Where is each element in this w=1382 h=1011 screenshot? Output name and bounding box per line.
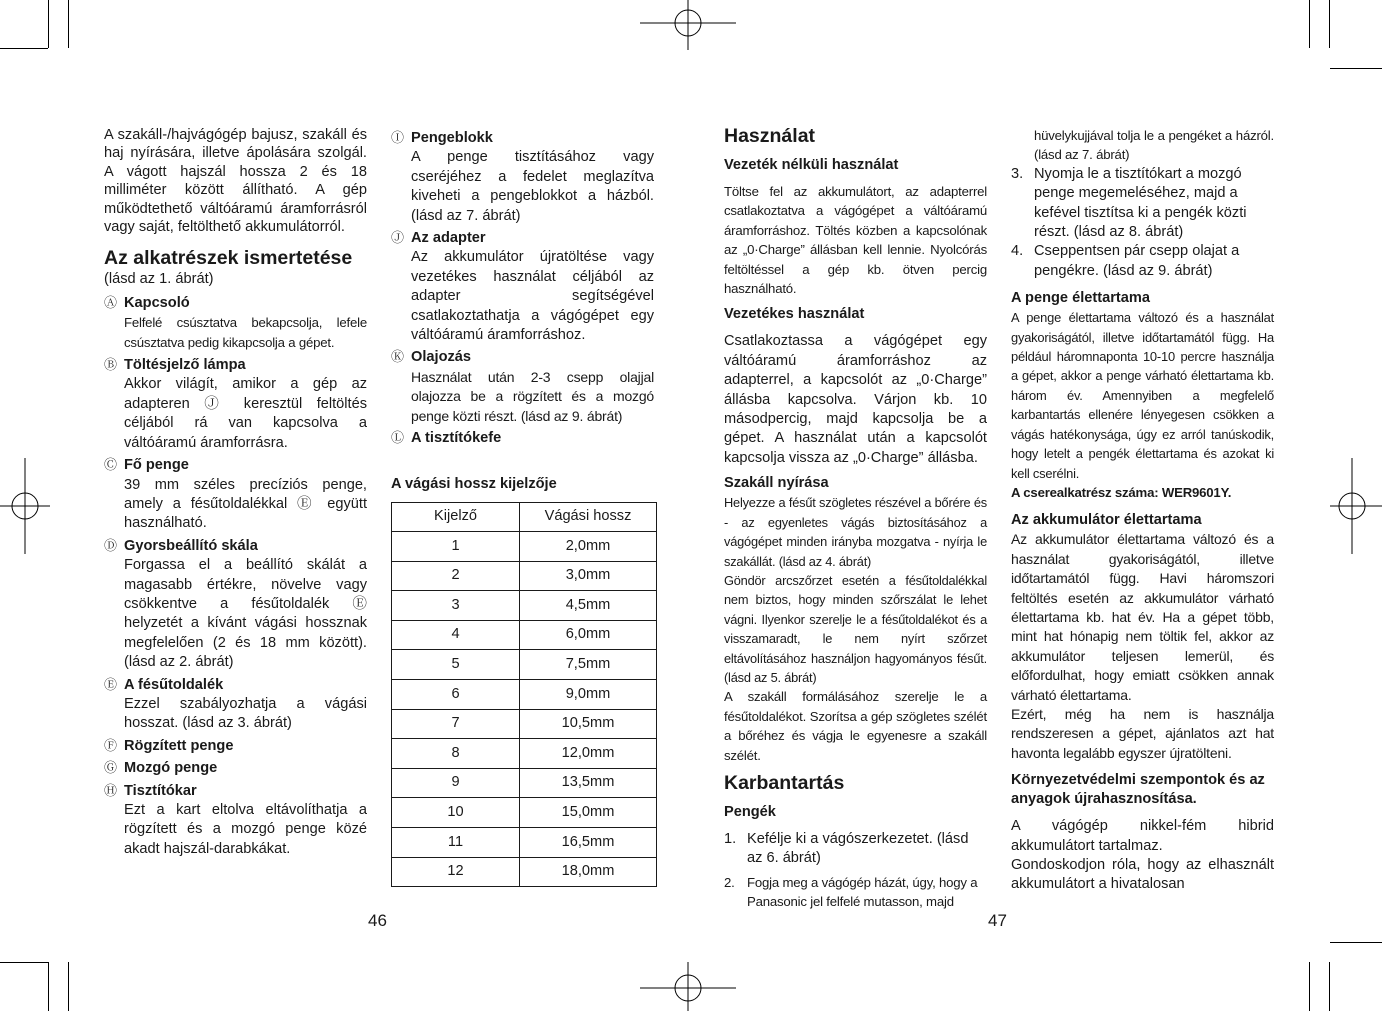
table-header-row bbox=[392, 502, 657, 532]
part-letter: Ⓛ bbox=[391, 430, 405, 446]
column-3 bbox=[724, 124, 987, 912]
indicator-cell: 4 bbox=[392, 620, 520, 650]
part-item bbox=[104, 455, 367, 534]
table-row bbox=[392, 680, 657, 710]
part-title: Rögzített penge bbox=[124, 737, 234, 754]
blade-steps bbox=[724, 830, 987, 912]
step-item bbox=[724, 873, 987, 912]
part-item bbox=[104, 758, 367, 778]
table-row bbox=[392, 561, 657, 591]
page-number-right: 47 bbox=[988, 911, 1007, 930]
step-continuation: hüvelykujjával tolja le a pengéket a házról. (lásd az 7. ábrát) bbox=[1034, 128, 1274, 163]
table-header: Kijelző bbox=[392, 502, 520, 532]
blade-life-text: A penge élettartama változó és a használat gyakoriságától, illetve időtartamától függ. Ha például háromnaponta 10-10 percre használja a gépet, akkor a penge várható élettartama kb. három év. Amennyiben a megfelelő karbantartás ellenére lényegesen csökken a vágás hatékonysága, úgy ez arról tanúskodik, hogy letelt a pengék élettartama és azokat ki kell cserélni. bbox=[1011, 310, 1274, 481]
table-header: Vágási hossz bbox=[520, 502, 657, 532]
page-number-left: 46 bbox=[368, 911, 387, 930]
part-text: Akkor világít, amikor a gép az adapteren Ⓙ keresztül feltöltés céljából rá van kapcsolva a váltóáramú áramforrásra. bbox=[124, 376, 367, 451]
corded-text: Csatlakoztassa a vágógépet egy váltóáramú áramforráshoz az adapterrel, a kapcsolót az „0·Charge” állásba kapcsolva. Várjon kb. 10 másodpercig, majd kapcsolja be a gépet. A használat után a kapcsolót kapcsolja vissza az „0·Charge” állásba. bbox=[724, 333, 987, 466]
part-title: Olajozás bbox=[411, 349, 472, 366]
table-row bbox=[392, 591, 657, 621]
beard-text: Helyezze a fésűt szögletes részével a bőrére és - az egyenletes vágás biztosításához a vágógépet minden irányba mozgatva - nyírja le szakállát. (lásd az 4. ábrát) bbox=[724, 495, 987, 569]
table-row bbox=[392, 739, 657, 769]
step-number: 2. bbox=[724, 874, 735, 890]
indicator-cell: 5 bbox=[392, 650, 520, 680]
part-title: A fésűtoldalék bbox=[124, 676, 224, 693]
indicator-cell: 12 bbox=[392, 857, 520, 887]
part-text: Az akkumulátor újratöltése vagy vezetékes használat céljából az adapter segítségével csatlakoztathatja a vágógépet egy váltóáramú áramforráshoz. bbox=[411, 249, 654, 344]
beard-text: A szakáll formálásához szerelje le a fésűtoldalékot. Szorítsa a gép szögletes szélét a bőréhez és vágja le egyenesre a szakáll szélét. bbox=[724, 689, 987, 763]
part-letter: Ⓚ bbox=[391, 349, 405, 365]
crop-mark bbox=[1309, 0, 1310, 48]
part-text: Használat után 2-3 csepp olajjal olajozza be a rögzített és a mozgó penge közti részt. (lásd az 9. ábrát) bbox=[411, 368, 654, 424]
column-2 bbox=[391, 128, 654, 887]
part-letter: Ⓐ bbox=[104, 294, 118, 310]
part-letter: Ⓒ bbox=[104, 457, 118, 473]
step-text: Cseppentsen pár csepp olajat a pengékre. (lásd az 9. ábrát) bbox=[1034, 243, 1240, 279]
registration-mark bbox=[638, 0, 738, 50]
battery-life-title: Az akkumulátor élettartama bbox=[1011, 512, 1202, 529]
parts-heading: Az alkatrészek ismertetése bbox=[104, 247, 353, 270]
indicator-cell: 8 bbox=[392, 739, 520, 769]
part-letter: Ⓕ bbox=[104, 737, 118, 753]
part-letter: Ⓑ bbox=[104, 357, 118, 373]
part-item bbox=[104, 536, 367, 673]
part-title: Az adapter bbox=[411, 230, 486, 247]
length-cell: 3,0mm bbox=[520, 561, 657, 591]
crop-mark bbox=[1330, 68, 1382, 69]
crop-mark bbox=[1329, 0, 1330, 48]
intro-text: A szakáll-/hajvágógép bajusz, szakáll és haj nyírására, illetve ápolására szolgál. A vágott hajszál hossza 2 és 18 milliméter között állítható. A gép működtethető váltóáramú áramforrásról vagy saját, feltölthető akkumulátorról. bbox=[104, 127, 367, 236]
part-item bbox=[391, 347, 654, 426]
indicator-cell: 11 bbox=[392, 828, 520, 858]
part-title: Tisztítókar bbox=[124, 782, 197, 799]
length-cell: 15,0mm bbox=[520, 798, 657, 828]
part-letter: Ⓓ bbox=[104, 537, 118, 553]
registration-mark bbox=[0, 456, 50, 556]
part-title: Fő penge bbox=[124, 457, 189, 474]
part-letter: Ⓔ bbox=[104, 676, 118, 692]
indicator-cell: 2 bbox=[392, 561, 520, 591]
environment-title: Környezetvédelmi szempontok és az anyagok újrahasznosítása. bbox=[1011, 772, 1265, 808]
table-title: A vágási hossz kijelzője bbox=[391, 475, 557, 492]
table-row bbox=[392, 532, 657, 562]
table-row bbox=[392, 828, 657, 858]
crop-mark bbox=[48, 0, 49, 48]
parts-subheading: (lásd az 1. ábrát) bbox=[104, 271, 214, 288]
indicator-cell: 1 bbox=[392, 532, 520, 562]
table-row bbox=[392, 768, 657, 798]
part-title: Gyorsbeállító skála bbox=[124, 537, 258, 554]
part-letter: Ⓙ bbox=[391, 230, 405, 246]
crop-mark bbox=[1330, 942, 1382, 943]
part-item bbox=[104, 675, 367, 734]
step-number: 3. bbox=[1011, 165, 1024, 182]
corded-title: Vezetékes használat bbox=[724, 306, 865, 323]
part-item bbox=[391, 128, 654, 226]
table-row bbox=[392, 709, 657, 739]
environment-text: A vágógép nikkel-fém hibrid akkumulátort tartalmaz. bbox=[1011, 818, 1274, 854]
part-text: A penge tisztításához vagy cseréjéhez a fedelet meglazítva kiveheti a pengeblokkot a házból. (lásd az 7. ábrát) bbox=[411, 149, 654, 224]
length-cell: 6,0mm bbox=[520, 620, 657, 650]
part-item bbox=[391, 428, 654, 448]
part-letter: Ⓗ bbox=[104, 782, 118, 798]
length-cell: 16,5mm bbox=[520, 828, 657, 858]
crop-mark bbox=[0, 962, 48, 963]
length-cell: 4,5mm bbox=[520, 591, 657, 621]
crop-mark bbox=[1309, 962, 1310, 1011]
step-item bbox=[724, 830, 987, 869]
table-row bbox=[392, 857, 657, 887]
column-1 bbox=[104, 126, 367, 859]
usage-heading: Használat bbox=[724, 125, 816, 147]
registration-mark bbox=[1330, 456, 1382, 556]
part-letter: Ⓘ bbox=[391, 130, 405, 145]
part-number: A cserealkatrész száma: WER9601Y. bbox=[1011, 484, 1232, 500]
table-row bbox=[392, 650, 657, 680]
cordless-title: Vezeték nélküli használat bbox=[724, 157, 899, 173]
part-text: 39 mm széles precíziós penge, amely a fésűtoldalékkal Ⓔ együtt használható. bbox=[124, 476, 367, 532]
registration-mark bbox=[638, 962, 738, 1011]
step-number: 4. bbox=[1011, 243, 1024, 260]
blade-steps-cont bbox=[1011, 165, 1274, 281]
step-text: Kefélje ki a vágószerkezetet. (lásd az 6. ábrát) bbox=[747, 830, 969, 867]
part-title: Kapcsoló bbox=[124, 294, 190, 311]
length-cell: 10,5mm bbox=[520, 709, 657, 739]
crop-mark bbox=[0, 48, 48, 49]
part-item bbox=[104, 355, 367, 453]
length-cell: 7,5mm bbox=[520, 650, 657, 680]
table-body bbox=[392, 532, 657, 887]
blade-life-title: A penge élettartama bbox=[1011, 290, 1150, 307]
indicator-cell: 3 bbox=[392, 591, 520, 621]
table-row bbox=[392, 620, 657, 650]
step-text: Nyomja le a tisztítókart a mozgó penge megemeléséhez, majd a kefével tisztítsa ki a pengék közti részt. (lásd az 8. ábrát) bbox=[1034, 165, 1247, 241]
blades-title: Pengék bbox=[724, 803, 776, 820]
crop-mark bbox=[68, 962, 69, 1011]
part-letter: Ⓖ bbox=[104, 760, 118, 776]
part-title: Töltésjelző lámpa bbox=[124, 357, 246, 374]
maintenance-heading: Karbantartás bbox=[724, 771, 845, 794]
battery-life-text: Ezért, még ha nem is használja rendszeresen a gépet, ajánlatos azt hat havonta legalább egyszer újratölteni. bbox=[1011, 705, 1274, 761]
indicator-cell: 6 bbox=[392, 680, 520, 710]
part-item bbox=[104, 736, 367, 756]
part-title: Mozgó penge bbox=[124, 760, 218, 777]
crop-mark bbox=[68, 0, 69, 48]
crop-mark bbox=[1329, 962, 1330, 1011]
part-text: Forgassa el a beállító skálát a magasabb értékre, növelve vagy csökkentve a fésűtoldalék Ⓔ helyzetét a kívánt vágási hossznak megfelelően (2 és 18 mm között). (lásd az 2. ábrát) bbox=[124, 557, 367, 671]
length-cell: 13,5mm bbox=[520, 768, 657, 798]
step-number: 1. bbox=[724, 830, 737, 847]
part-item bbox=[391, 228, 654, 345]
indicator-cell: 9 bbox=[392, 768, 520, 798]
part-text: Ezzel szabályozhatja a vágási hosszat. (lásd az 3. ábrát) bbox=[124, 695, 367, 732]
cutting-length-table bbox=[391, 502, 657, 888]
table-row bbox=[392, 798, 657, 828]
crop-mark bbox=[48, 962, 49, 1011]
battery-life-text: Az akkumulátor élettartama változó és a használat gyakoriságától, illetve időtartamától függ. Havi háromszori feltöltés esetén az akkumulátor várható élettartama kb. hat év. Ha a gépet több, mint hat hónapig nem töltik fel, akkor az akkumulátor teljesen lemerül, és előfordulhat, hogy emiatt csökken annak várható élettartama. bbox=[1011, 531, 1274, 703]
indicator-cell: 10 bbox=[392, 798, 520, 828]
beard-title: Szakáll nyírása bbox=[724, 475, 829, 492]
environment-text: Gondoskodjon róla, hogy az elhasznált akkumulátort a hivatalosan bbox=[1011, 857, 1274, 893]
beard-text: Göndör arcszőrzet esetén a fésűtoldalékkal nem biztos, hogy minden szőrszálat le lehet vágni. Ilyenkor szerelje le a fésűtoldalékot és a visszamaradt, le nem nyírt szőrzet eltávolításához használjon hagyományos fésűt. (lásd az 5. ábrát) bbox=[724, 572, 987, 685]
step-item bbox=[1011, 165, 1274, 243]
part-text: Felfelé csúsztatva bekapcsolja, lefele csúsztatva pedig kikapcsolja a gépet. bbox=[124, 315, 367, 350]
part-item bbox=[104, 781, 367, 860]
part-title: Pengeblokk bbox=[411, 130, 493, 146]
cordless-text: Töltse fel az akkumulátort, az adapterrel csatlakoztatva a vágógépet a váltóáramú áramforráshoz. Töltés közben a kapcsolónak az „0·Charge” állásban kell lennie. Nyolcórás feltöltéssel a gép kb. ötven percig használható. bbox=[724, 184, 987, 297]
length-cell: 2,0mm bbox=[520, 532, 657, 562]
column-4 bbox=[1011, 126, 1274, 895]
length-cell: 18,0mm bbox=[520, 857, 657, 887]
part-item bbox=[104, 293, 367, 352]
length-cell: 12,0mm bbox=[520, 739, 657, 769]
step-item bbox=[1011, 242, 1274, 281]
indicator-cell: 7 bbox=[392, 709, 520, 739]
part-text: Ezt a kart eltolva eltávolíthatja a rögzített és a mozgó penge közé akadt hajszál-darabkákat. bbox=[124, 802, 367, 857]
part-title: A tisztítókefe bbox=[411, 430, 502, 447]
length-cell: 9,0mm bbox=[520, 680, 657, 710]
step-text: Fogja meg a vágógép házát, úgy, hogy a Panasonic jel felfelé mutasson, majd bbox=[747, 874, 978, 910]
